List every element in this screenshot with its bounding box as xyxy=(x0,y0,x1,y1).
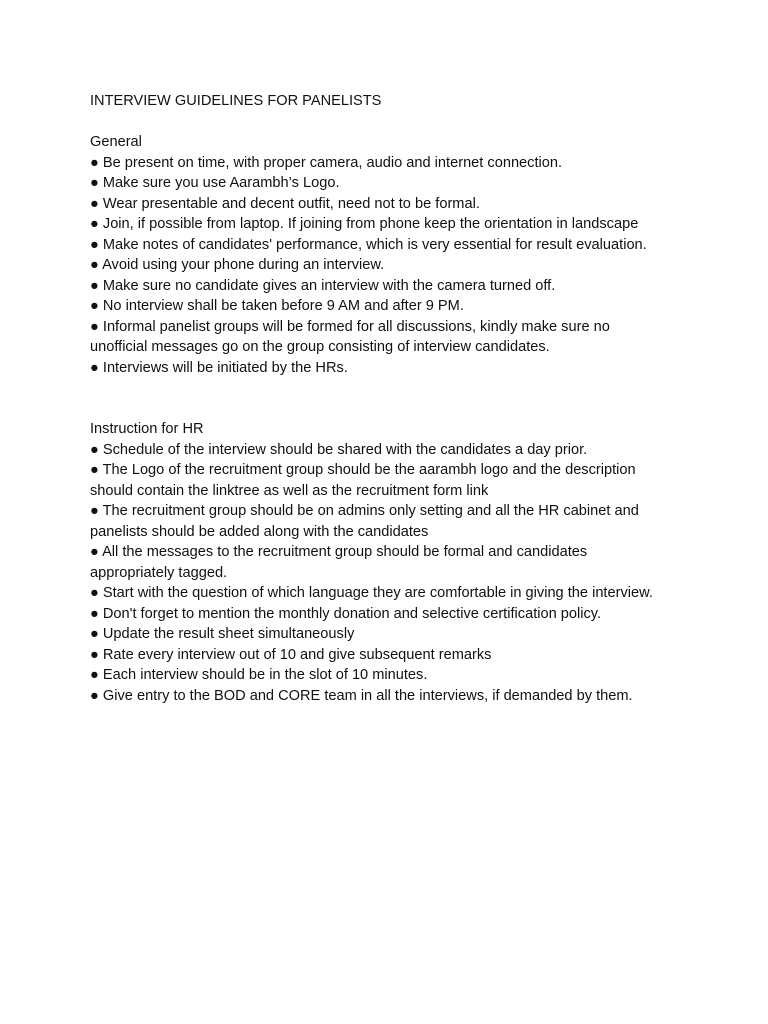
list-item-text: Make sure you use Aarambh’s Logo. xyxy=(102,175,340,191)
bullet-icon: ● xyxy=(90,154,99,171)
list-item xyxy=(90,460,690,501)
list-item xyxy=(90,194,690,215)
list-item-line xyxy=(90,665,690,686)
list-item xyxy=(90,542,690,583)
list-item-line xyxy=(90,153,690,174)
list-item-continuation xyxy=(90,481,690,502)
list-item-line xyxy=(90,194,690,215)
bullet-icon: ● xyxy=(90,605,99,622)
list-item xyxy=(90,645,690,666)
list-item xyxy=(90,665,690,686)
list-item-text: Informal panelist groups will be formed for all discussions, kindly make sure no xyxy=(102,318,610,335)
list-item-text: should contain the linktree as well as the recruitment form link xyxy=(90,482,489,499)
bullet-icon: ● xyxy=(90,667,99,683)
list-item-text: Rate every interview out of 10 and give subsequent remarks xyxy=(102,646,492,663)
section-heading-general: General xyxy=(90,134,142,150)
list-item xyxy=(90,686,690,707)
list-item-text: Schedule of the interview should be shared with the candidates a day prior. xyxy=(102,441,588,458)
list-item-text: Avoid using your phone during an interview. xyxy=(102,257,385,273)
list-item-line xyxy=(90,686,690,707)
list-item-text: The recruitment group should be on admins only setting and all the HR cabinet and xyxy=(102,503,639,519)
list-item-line xyxy=(90,276,690,297)
list-item-continuation xyxy=(90,522,690,543)
list-item-line xyxy=(90,624,690,645)
bullet-icon: ● xyxy=(90,503,99,519)
bullet-icon: ● xyxy=(90,462,99,478)
list-item-line xyxy=(90,214,690,235)
list-item-line xyxy=(90,235,690,256)
list-item-continuation xyxy=(90,563,690,584)
list-item-text: Start with the question of which language they are comfortable in giving the interview. xyxy=(102,585,653,601)
list-item-text: Each interview should be in the slot of 10 minutes. xyxy=(102,667,428,683)
list-item-line xyxy=(90,358,690,379)
list-item-text: Give entry to the BOD and CORE team in all the interviews, if demanded by them. xyxy=(102,687,633,704)
list-item-text: Be present on time, with proper camera, audio and internet connection. xyxy=(102,154,563,171)
list-item-line xyxy=(90,440,690,461)
bullet-icon: ● xyxy=(90,646,99,663)
bullet-list-general xyxy=(90,153,690,379)
list-item xyxy=(90,173,690,194)
section-general xyxy=(90,132,690,378)
list-item-text: Interviews will be initiated by the HRs. xyxy=(102,359,348,376)
list-item-text: No interview shall be taken before 9 AM and after 9 PM. xyxy=(102,298,464,314)
document-body xyxy=(90,91,690,706)
list-item-line xyxy=(90,255,690,276)
list-item-text: unofficial messages go on the group consisting of interview candidates. xyxy=(90,339,550,355)
list-item xyxy=(90,583,690,604)
list-item xyxy=(90,624,690,645)
document-title: INTERVIEW GUIDELINES FOR PANELISTS xyxy=(90,93,382,109)
list-item xyxy=(90,501,690,542)
section-heading-hr: Instruction for HR xyxy=(90,421,204,437)
list-item xyxy=(90,214,690,235)
list-item xyxy=(90,440,690,461)
list-item xyxy=(90,358,690,379)
list-item-text: Update the result sheet simultaneously xyxy=(102,626,355,642)
bullet-icon: ● xyxy=(90,277,99,294)
bullet-icon: ● xyxy=(90,195,99,212)
list-item xyxy=(90,276,690,297)
bullet-icon: ● xyxy=(90,441,99,458)
bullet-list-hr xyxy=(90,440,690,707)
list-item-line xyxy=(90,645,690,666)
section-instruction-for-hr xyxy=(90,419,690,706)
bullet-icon: ● xyxy=(90,544,99,560)
list-item-continuation xyxy=(90,337,690,358)
list-item xyxy=(90,235,690,256)
list-item-text: All the messages to the recruitment group should be formal and candidates xyxy=(102,544,588,560)
list-item-text: The Logo of the recruitment group should be the aarambh logo and the description xyxy=(102,462,636,478)
bullet-icon: ● xyxy=(90,298,99,314)
bullet-icon: ● xyxy=(90,687,99,704)
bullet-icon: ● xyxy=(90,175,99,191)
list-item xyxy=(90,255,690,276)
list-item-line xyxy=(90,317,690,338)
list-item-text: Don't forget to mention the monthly donation and selective certification policy. xyxy=(102,605,602,622)
list-item xyxy=(90,604,690,625)
list-item-text: Make notes of candidates' performance, which is very essential for result evaluation. xyxy=(102,236,647,253)
list-item-line xyxy=(90,501,690,522)
bullet-icon: ● xyxy=(90,585,99,601)
list-item-text: Join, if possible from laptop. If joining from phone keep the orientation in landscape xyxy=(102,216,639,232)
list-item-text: panelists should be added along with the candidates xyxy=(90,523,429,540)
list-item-text: Make sure no candidate gives an interview with the camera turned off. xyxy=(102,277,556,294)
list-item-line xyxy=(90,460,690,481)
list-item-line xyxy=(90,542,690,563)
bullet-icon: ● xyxy=(90,257,99,273)
list-item xyxy=(90,317,690,358)
bullet-icon: ● xyxy=(90,318,99,335)
list-item-line xyxy=(90,296,690,317)
bullet-icon: ● xyxy=(90,236,99,253)
list-item xyxy=(90,296,690,317)
list-item-text: Wear presentable and decent outfit, need not to be formal. xyxy=(102,195,480,212)
list-item-line xyxy=(90,173,690,194)
bullet-icon: ● xyxy=(90,359,99,376)
list-item xyxy=(90,153,690,174)
bullet-icon: ● xyxy=(90,626,99,642)
bullet-icon: ● xyxy=(90,216,99,232)
list-item-line xyxy=(90,604,690,625)
list-item-text: appropriately tagged. xyxy=(90,564,228,581)
list-item-line xyxy=(90,583,690,604)
